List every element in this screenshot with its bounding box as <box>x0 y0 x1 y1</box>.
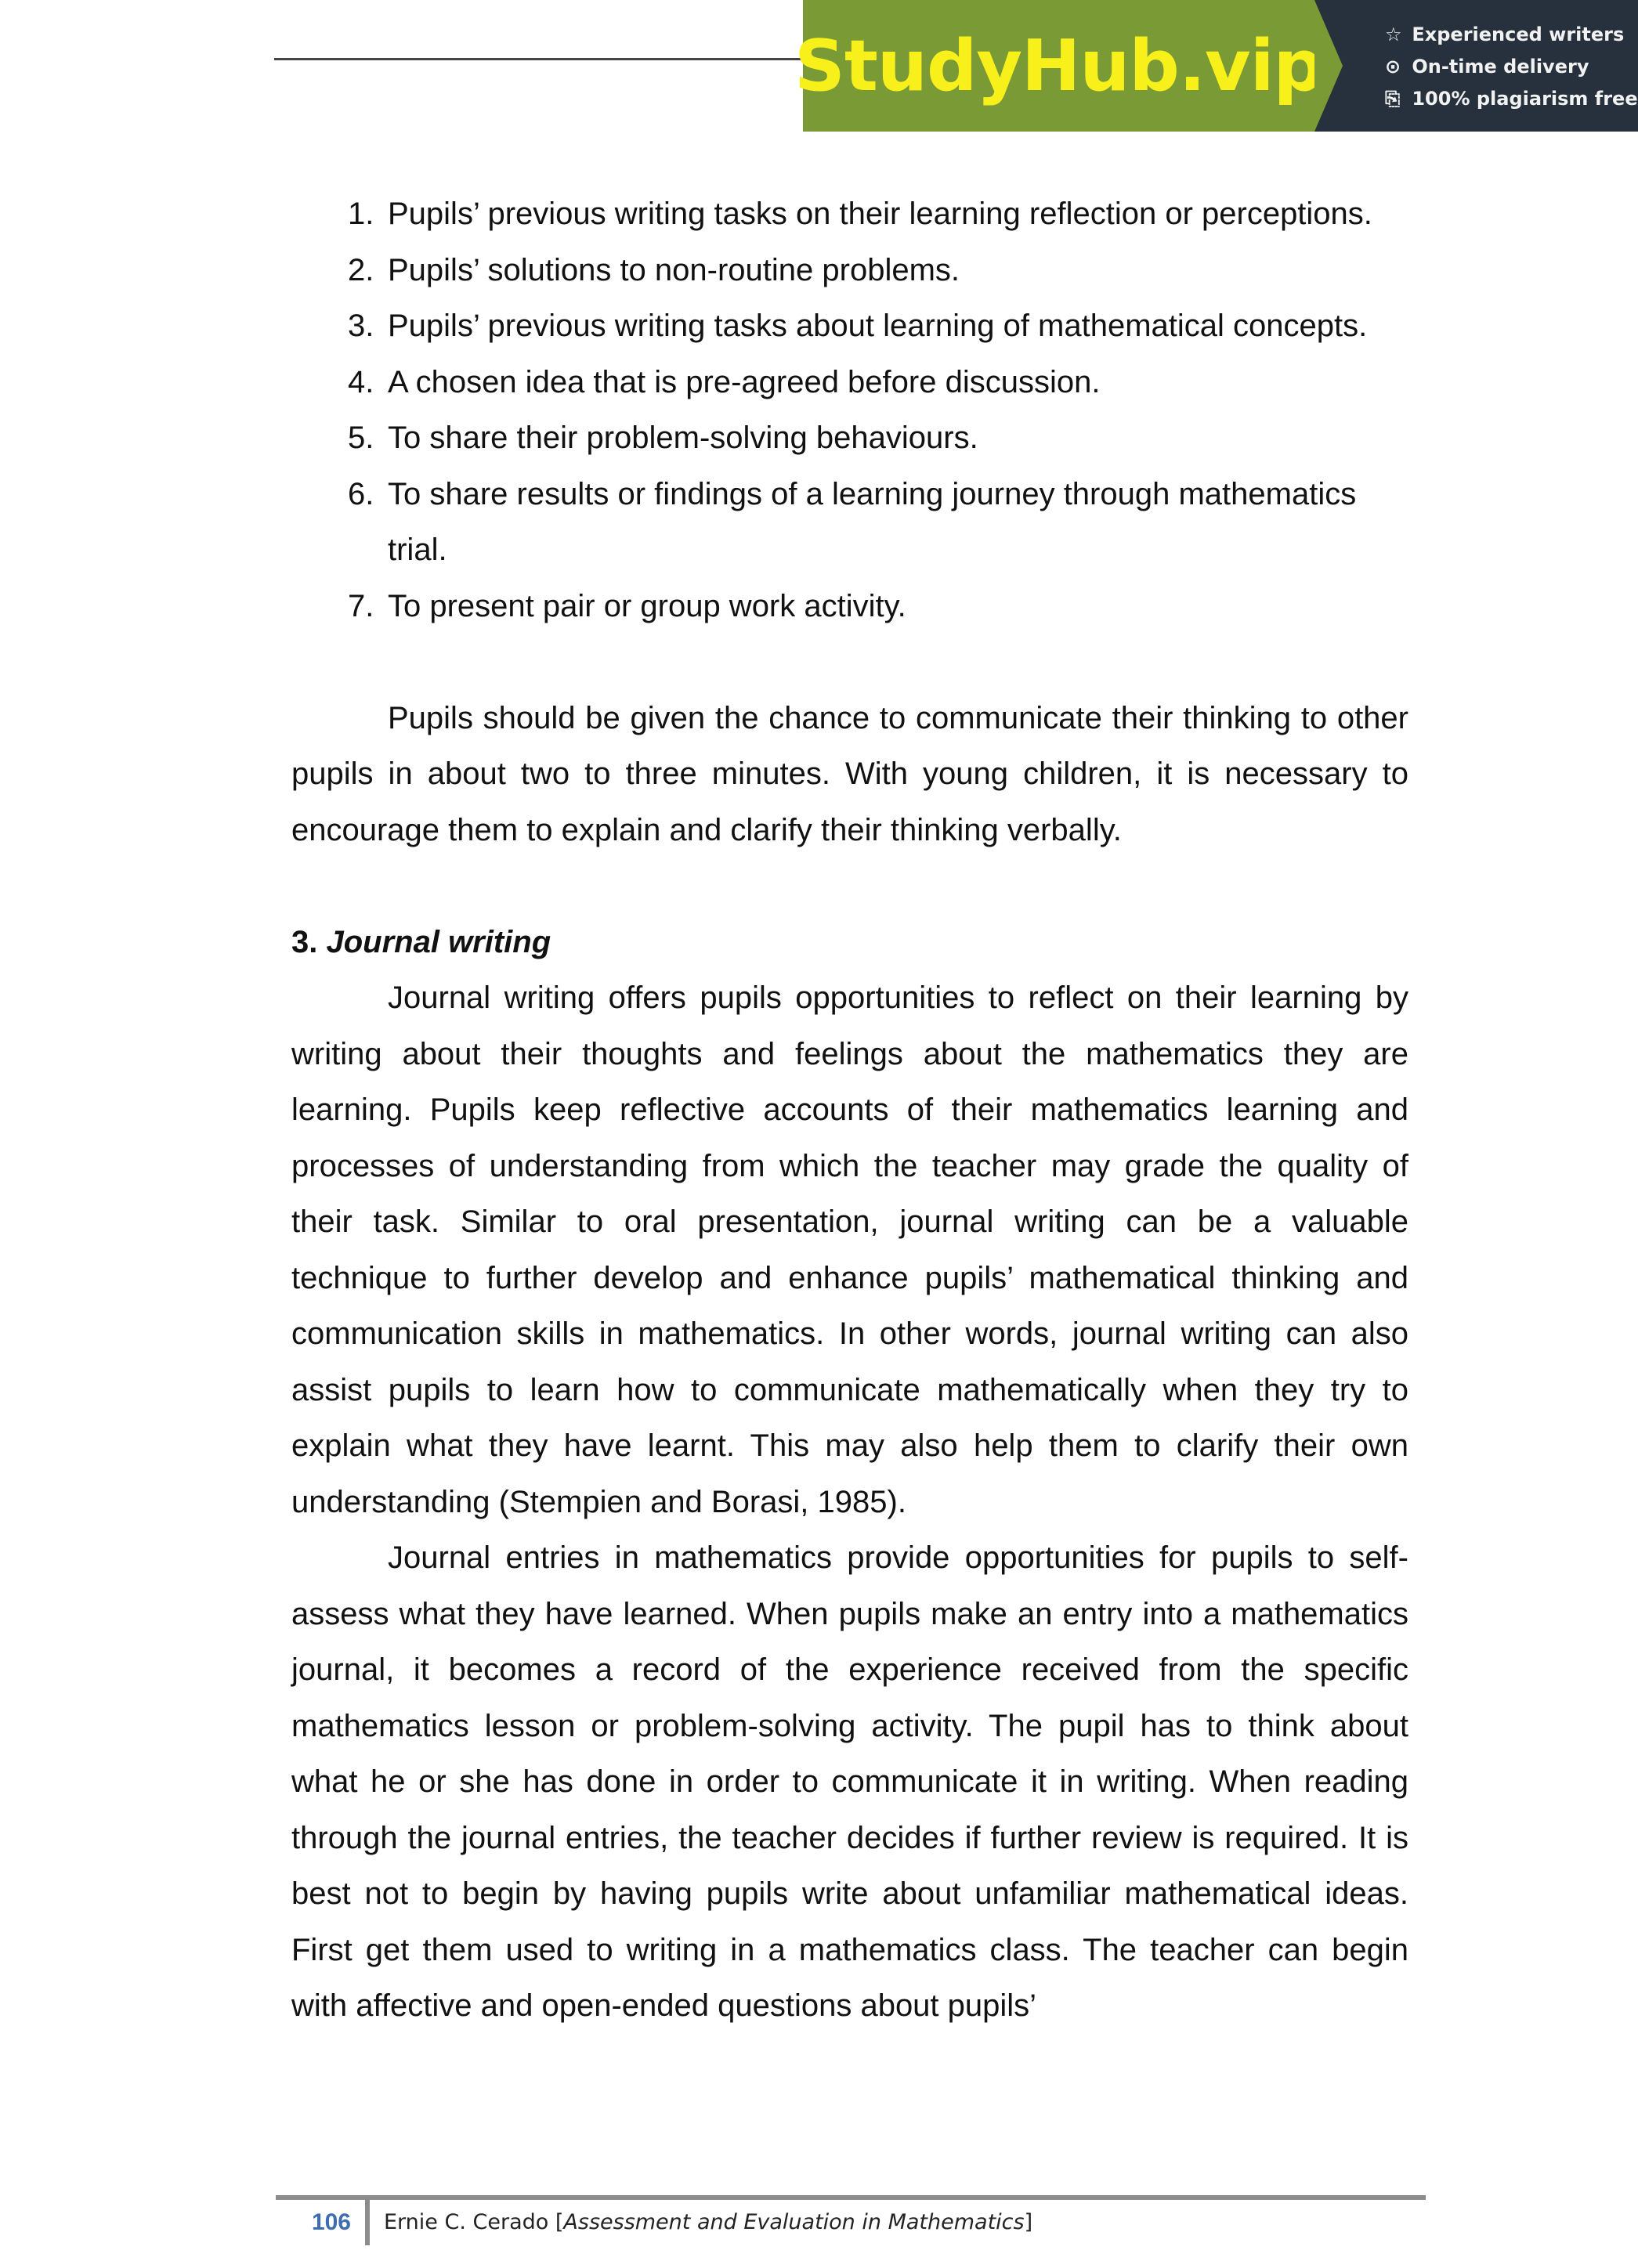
section-heading <box>291 915 1408 971</box>
page-footer <box>276 2195 1426 2245</box>
list-item <box>291 579 1408 635</box>
section-number: 3. <box>291 924 318 959</box>
list-number: 2. <box>348 252 374 287</box>
banner-feature-text: 100% plagiarism free <box>1412 88 1638 110</box>
list-item <box>291 410 1408 467</box>
page-number: 106 <box>311 2209 351 2235</box>
list-number: 3. <box>348 309 374 343</box>
banner-feature <box>1385 19 1638 51</box>
banner-feature <box>1385 83 1638 115</box>
list-item <box>291 243 1408 299</box>
paragraph: Journal entries in mathematics provide opportunities for pupils to self-assess what they have learned. When pupils make an entry into a mathematics journal, it becomes a record of the experience received from the specific mathematics lesson or problem-solving activity. The pupil has to think about what he or she has done in order to communicate it in writing. When reading through the journal entries, the teacher decides if further review is required. It is best not to begin by having pupils write about unfamiliar mathematical ideas. First get them used to writing in a mathematics class. The teacher can begin with affective and open-ended questions about pupils’ <box>291 1540 1408 2023</box>
list-number: 7. <box>348 588 374 623</box>
list-number: 4. <box>348 364 374 399</box>
footer-close: ] <box>1024 2210 1033 2234</box>
numbered-list <box>291 186 1408 634</box>
list-text: To share results or findings of a learning journey through mathematics trial. <box>388 476 1357 567</box>
paragraph: Journal writing offers pupils opportunities to reflect on their learning by writing about their thoughts and feelings about the mathematics they are learning. Pupils keep reflective accounts of their mathematics learning and processes of understanding from which the teacher may grade the quality of their task. Similar to oral presentation, journal writing can be a valuable technique to further develop and enhance pupils’ mathematical thinking and communication skills in mathematics. In other words, journal writing can also assist pupils to learn how to communicate mathematically when they try to explain what they have learnt. This may also help them to clarify their own understanding (Stempien and Borasi, 1985). <box>291 981 1408 1519</box>
list-item <box>291 467 1408 579</box>
list-text: To share their problem-solving behaviours. <box>388 421 978 455</box>
list-text: Pupils’ previous writing tasks on their learning reflection or perceptions. <box>388 197 1372 231</box>
list-number: 5. <box>348 421 374 455</box>
banner-feature-text: On-time delivery <box>1412 56 1589 78</box>
clock-icon: ⊙ <box>1385 56 1401 78</box>
studyhub-banner[interactable] <box>794 0 1638 132</box>
paragraph: Pupils should be given the chance to communicate their thinking to other pupils in about two to three minutes. With young children, it is necessary to encourage them to explain and clarify their thinking verbally. <box>291 700 1408 847</box>
footer-citation <box>370 2200 1032 2245</box>
section-title: Journal writing <box>326 924 551 959</box>
list-text: To present pair or group work activity. <box>388 588 906 623</box>
list-text: Pupils’ solutions to non-routine problems. <box>388 252 960 287</box>
banner-arrow <box>1314 0 1343 132</box>
document-body <box>291 186 1408 2035</box>
header-rule <box>274 58 807 60</box>
banner-logo[interactable] <box>794 0 1323 132</box>
list-item <box>291 186 1408 243</box>
copy-icon: ⎘ <box>1385 88 1401 110</box>
list-text: Pupils’ previous writing tasks about learning of mathematical concepts. <box>388 309 1368 343</box>
list-item <box>291 355 1408 411</box>
star-icon: ☆ <box>1385 23 1402 45</box>
list-text: A chosen idea that is pre-agreed before discussion. <box>388 364 1101 399</box>
list-number: 1. <box>348 197 374 231</box>
footer-author: Ernie C. Cerado [ <box>384 2210 564 2234</box>
list-number: 6. <box>348 476 374 511</box>
footer-book-title: Assessment and Evaluation in Mathematics <box>563 2210 1025 2234</box>
list-item <box>291 298 1408 355</box>
banner-features <box>1314 0 1638 132</box>
banner-feature-text: Experienced writers <box>1412 23 1625 45</box>
banner-feature <box>1385 51 1638 83</box>
banner-logo-text: StudyHub.vip <box>794 24 1323 107</box>
